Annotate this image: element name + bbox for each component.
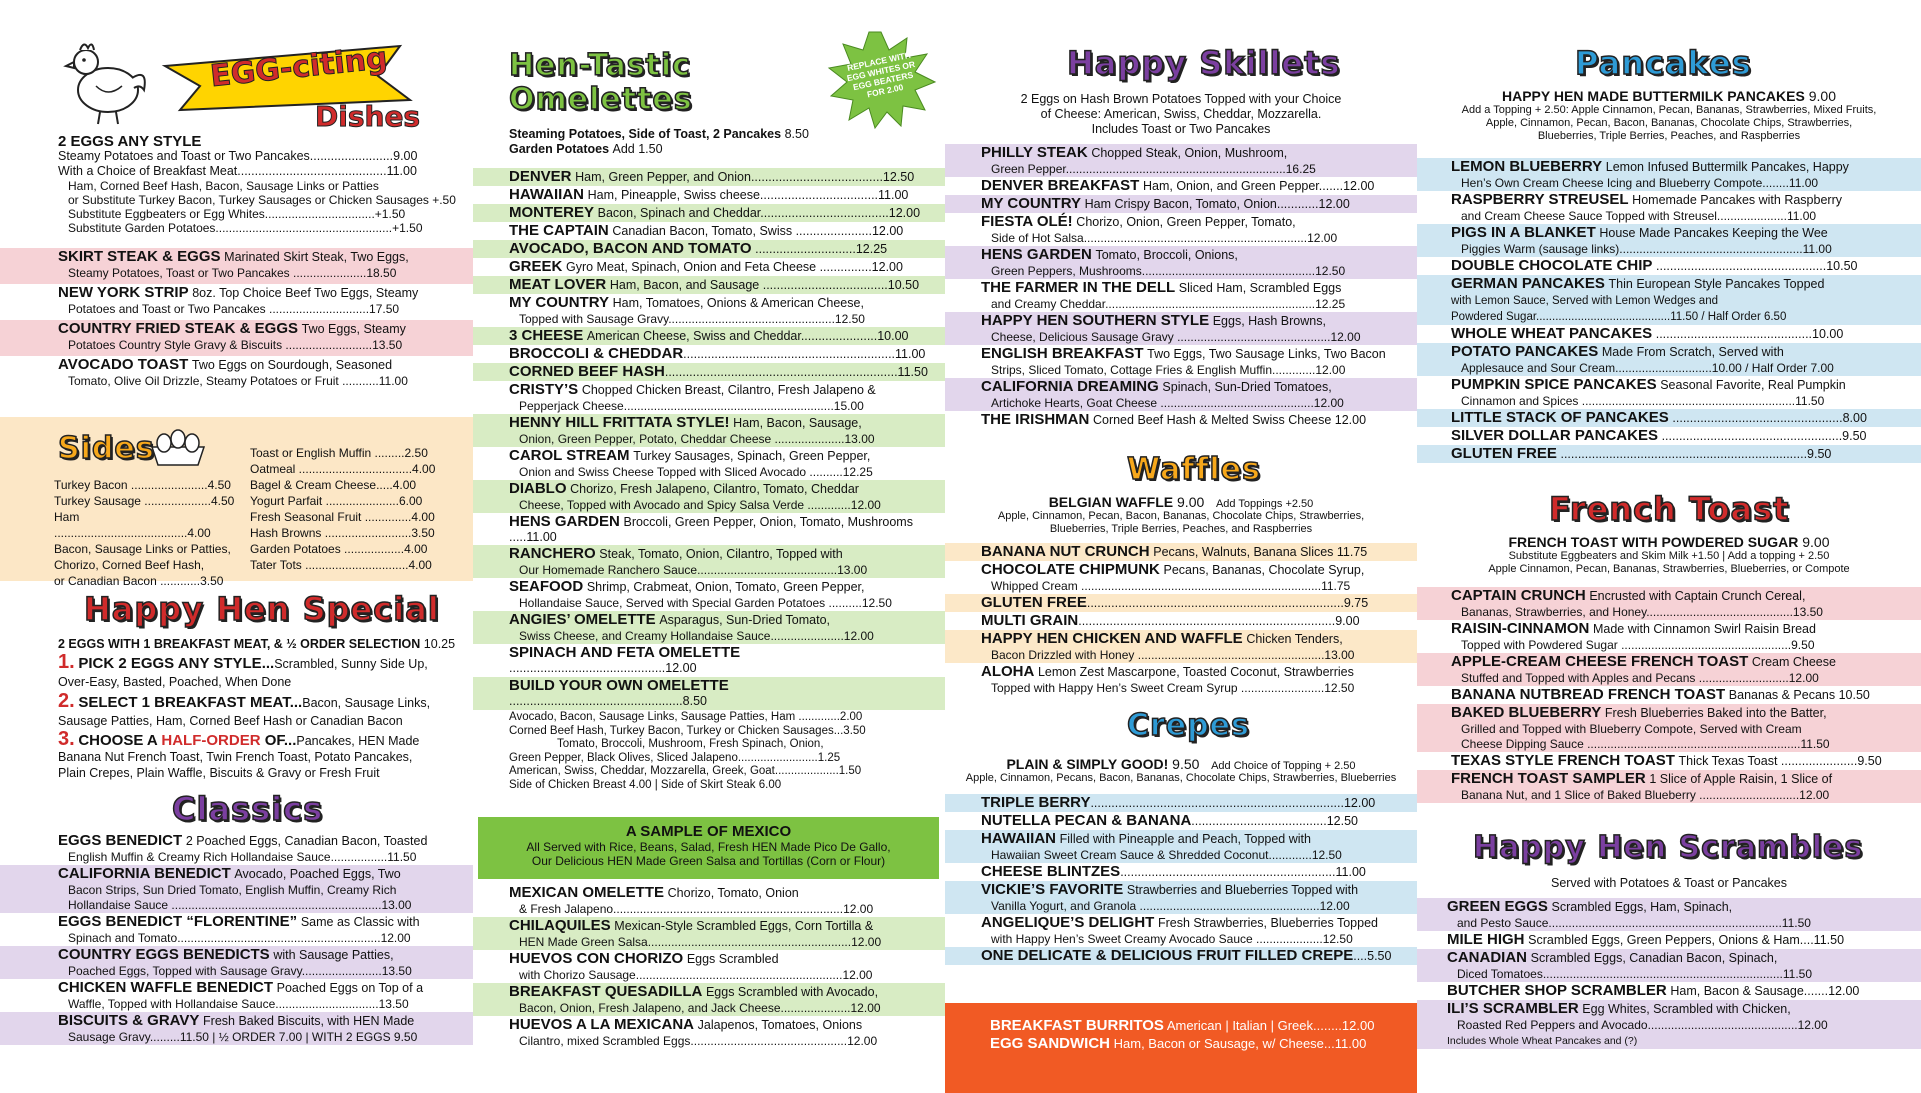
scrambles-title: Happy Hen Scrambles (1473, 830, 1864, 865)
menu-item: CRISTY’S Chopped Chicken Breast, Cilantro, Fresh Jalapeno & Pepperjack Cheese...............................................................15.00 (509, 381, 876, 413)
mexico-banner (478, 817, 939, 879)
menu-item: GLUTEN FREE..........................................................................9.75 (945, 594, 1417, 612)
menu-item: AVOCADO, BACON AND TOMATO .............................12.25 (473, 240, 945, 258)
burrito-desc: American | Italian | Greek........12.00 (1166, 1018, 1375, 1033)
pancakes-list (1417, 158, 1921, 463)
column-3 (945, 0, 1417, 1093)
crepe-add: Add Choice of Topping + 2.50 (1211, 760, 1356, 772)
waffle-add: Add Toppings +2.50 (1215, 498, 1314, 510)
menu-item: CALIFORNIA BENEDICT Avocado, Poached Eggs, Two Bacon Strips, Sun Dried Tomato, English Muffin, Creamy Rich Hollandaise Sauce ...............................................................13.00 (0, 865, 473, 913)
logo-dishes: Dishes (315, 100, 421, 133)
menu-item: EGGS BENEDICT “FLORENTINE” Same as Classic with Spinach and Tomato.............................................................12.00 (58, 913, 420, 945)
menu-item: GLUTEN FREE .......................................................................9.50 (1417, 445, 1921, 463)
menu-item: GERMAN PANCAKES Thin European Style Pancakes Topped with Lemon Sauce, Served with Lemon Wedges and Powdered Sugar..........................................11.50 / Half Order 6.50 (1417, 275, 1921, 325)
menu-item: DENVER BREAKFAST Ham, Onion, and Green Pepper.......12.00 (981, 177, 1375, 194)
menu-item: CALIFORNIA DREAMING Spinach, Sun-Dried Tomatoes, Artichoke Hearts, Goat Cheese ..............................................12.00 (945, 378, 1417, 411)
menu-item: BAKED BLUEBERRY Fresh Blueberries Baked into the Batter, Grilled and Topped with Blueberry Compote, Served with Cream Cheese Dipping Sauce ................................................................11.50 (1417, 704, 1921, 752)
build-options: Avocado, Bacon, Sausage Links, Sausage Patties, Ham .............2.00 Corned Beef Hash, Turkey Bacon, Turkey or Chicken Sausages...3.50 Tomato, Broccoli, Mushroom, Fresh Spinach, Onion, Green Pepper, Black Olives, Sliced Jalapeno.........................1.25 American, Swiss, Cheddar, Mozzarella, Greek, Goat....................1.50 Side of Chicken Breast 4.00 | Side of Skirt Steak 6.00 (509, 711, 866, 791)
special-subtitle: 2 EGGS WITH 1 BREAKFAST MEAT, & ½ ORDER SELECTION (58, 637, 421, 651)
menu-item: THE IRISHMAN Corned Beef Hash & Melted Swiss Cheese 12.00 (981, 411, 1367, 428)
menu-item: MEAT LOVER Ham, Bacon, and Sausage ....................................10.50 (473, 276, 945, 294)
menu-item: FIESTA OLÉ! Chorizo, Onion, Green Pepper, Tomato, Side of Hot Salsa...................................................................12.00 (981, 213, 1338, 245)
menu-item: FRENCH TOAST SAMPLER 1 Slice of Apple Raisin, 1 Slice of Banana Nut, and 1 Slice of Baked Blueberry ..............................12.00 (1417, 770, 1921, 803)
column-2 (473, 0, 945, 1093)
menu-item: CAROL STREAM Turkey Sausages, Spinach, Green Pepper, Onion and Swiss Cheese Topped with Sliced Avocado ..........12.25 (509, 447, 873, 479)
menu-item: BUTCHER SHOP SCRAMBLER Ham, Bacon & Sausage.......12.00 (1447, 982, 1860, 999)
crepe-head-price: 9.50 (1172, 756, 1200, 772)
menu-item: ONE DELICATE & DELICIOUS FRUIT FILLED CREPE....5.50 (945, 947, 1417, 965)
intro-text: Steaming Potatoes, Side of Toast, 2 Pancakes (509, 127, 782, 141)
crepe-intro: PLAIN & SIMPLY GOOD! 9.50 Add Choice of Topping + 2.50 Apple, Cinnamon, Pecans, Bacon, Bananas, Chocolate Chips, Strawberries, Blueberries (965, 756, 1397, 784)
menu-item: RAISIN-CINNAMON Made with Cinnamon Swirl Raisin Bread Topped with Powdered Sugar ...................................................9.50 (1451, 620, 1816, 652)
two-eggs-line: Substitute Garden Potatoes.....................................................+1.50 (68, 221, 423, 235)
side-item: Turkey Bacon .......................4.50 (54, 478, 231, 492)
menu-item: 3 CHEESE American Cheese, Swiss and Cheddar......................10.00 (473, 327, 945, 345)
special-step: 2. SELECT 1 BREAKFAST MEAT...Bacon, Sausage Links, Sausage Patties, Ham, Corned Beef Hash or Canadian Bacon (58, 690, 431, 728)
special-price: 10.25 (423, 637, 456, 651)
menu-item: BROCCOLI & CHEDDAR.............................................................11.00 (509, 345, 926, 362)
skillets-intro: 2 Eggs on Hash Brown Potatoes Topped with your Choice of Cheese: American, Swiss, Cheddar, Mozzarella. Includes Toast or Two Pancakes (1020, 92, 1342, 136)
menu-item: GREEN EGGS Scrambled Eggs, Ham, Spinach, and Pesto Sauce......................................................................11.50 (1417, 898, 1921, 931)
menu-item: PUMPKIN SPICE PANCAKES Seasonal Favorite, Real Pumpkin Cinnamon and Spices ................................................................11.50 (1451, 376, 1846, 408)
menu-item: TEXAS STYLE FRENCH TOAST Thick Texas Toast ......................9.50 (1451, 752, 1882, 769)
menu-item: WHOLE WHEAT PANCAKES .............................................10.00 (1451, 325, 1844, 342)
menu-item: HAPPY HEN CHICKEN AND WAFFLE Chicken Tenders, Bacon Drizzled with Honey ........................................................13.00 (945, 630, 1417, 663)
waffle-head-price: 9.00 (1177, 494, 1205, 510)
two-eggs-line: Ham, Corned Beef Hash, Bacon, Sausage Links or Patties (68, 179, 379, 193)
sandwich-name: EGG SANDWICH (990, 1035, 1110, 1052)
two-eggs-line: Steamy Potatoes and Toast or Two Pancakes........................9.00 (58, 149, 418, 163)
special-step: 1. PICK 2 EGGS ANY STYLE...Scrambled, Sunny Side Up, Over-Easy, Basted, Poached, When Done (58, 651, 428, 689)
side-item: Garden Potatoes ..................4.00 (250, 542, 428, 556)
menu-item: BREAKFAST QUESADILLA Eggs Scrambled with Avocado, Bacon, Onion, Fresh Jalapeno, and Jack Cheese.....................12.00 (473, 983, 945, 1016)
burrito-box (945, 1003, 1417, 1093)
menu-item: CHICKEN WAFFLE BENEDICT Poached Eggs on Top of a Waffle, Topped with Hollandaise Sauce...............................13.50 (58, 979, 424, 1011)
pancakes-title: Pancakes (1575, 44, 1752, 82)
menu-item: BUILD YOUR OWN OMELETTE ..................................................8.50 (473, 677, 945, 710)
two-eggs-line: Substitute Eggbeaters or Egg Whites.................................+1.50 (68, 207, 406, 221)
menu-item: APPLE-CREAM CHEESE FRENCH TOAST Cream Cheese Stuffed and Topped with Apples and Pecans ...........................12.00 (1417, 653, 1921, 686)
menu-item: ALOHA Lemon Zest Mascarpone, Toasted Coconut, Strawberries Topped with Happy Hen’s Sweet Cream Syrup .........................12.50 (981, 663, 1355, 695)
french-toast-title: French Toast (1549, 490, 1790, 528)
side-item: Chorizo, Corned Beef Hash, (54, 558, 205, 572)
menu-item: COUNTRY EGGS BENEDICTS with Sausage Patties, Poached Eggs, Topped with Sausage Gravy........................13.50 (0, 946, 473, 979)
menu-item: SKIRT STEAK & EGGS Marinated Skirt Steak, Two Eggs, Steamy Potatoes, Toast or Two Pancakes ......................18.50 (0, 248, 473, 284)
ft-head-price: 9.00 (1802, 534, 1830, 550)
side-item: Yogurt Parfait ......................6.00 (250, 494, 423, 508)
menu-item: DENVER Ham, Green Pepper, and Onion......................................12.50 (473, 168, 945, 186)
menu-item: ANGIES’ OMELETTE Asparagus, Sun-Dried Tomato, Swiss Cheese, and Creamy Hollandaise Sauce......................12.00 (473, 611, 945, 644)
menu-item: THE CAPTAIN Canadian Bacon, Tomato, Swiss ......................12.00 (509, 222, 904, 239)
crepes-title: Crepes (1127, 708, 1250, 743)
menu-item: TRIPLE BERRY.........................................................................12.00 (945, 794, 1417, 812)
menu-item: HUEVOS A LA MEXICANA Jalapenos, Tomatoes, Onions Cilantro, mixed Scrambled Eggs...............................................12.00 (509, 1016, 878, 1048)
menu-item: MILE HIGH Scrambled Eggs, Green Peppers, Onions & Ham....11.50 (1447, 931, 1845, 948)
chicken-logo-icon (60, 38, 150, 128)
french-toast-list (1417, 587, 1921, 803)
crepe-head: PLAIN & SIMPLY GOOD! (1006, 756, 1169, 772)
menu-item: RASPBERRY STREUSEL Homemade Pancakes with Raspberry and Cream Cheese Sauce Topped with Streusel.....................11.00 (1451, 191, 1842, 223)
sides-title: Sides (58, 431, 155, 466)
mexico-title: A SAMPLE OF MEXICO (625, 823, 792, 840)
menu-item: ENGLISH BREAKFAST Two Eggs, Two Sausage Links, Two Bacon Strips, Sliced Tomato, Cottage Fries & English Muffin.............12.00 (981, 345, 1386, 377)
menu-item: HENS GARDEN Broccoli, Green Pepper, Onion, Tomato, Mushrooms .....11.00 (509, 513, 913, 544)
menu-item: PHILLY STEAK Chopped Steak, Onion, Mushroom, Green Pepper..................................................................16.25 (945, 144, 1417, 177)
skillets-title: Happy Skillets (1067, 44, 1341, 82)
menu-item: HENNY HILL FRITTATA STYLE! Ham, Bacon, Sausage, Onion, Green Pepper, Potato, Cheddar Cheese .....................13.00 (473, 414, 945, 447)
menu-item: EGGS BENEDICT 2 Poached Eggs, Canadian Bacon, Toasted English Muffin & Creamy Rich Hollandaise Sauce.................11.50 (58, 832, 428, 864)
steak-items (0, 248, 473, 392)
side-item: Toast or English Muffin .........2.50 (250, 446, 428, 460)
column-4 (1417, 0, 1921, 1093)
ft-head: FRENCH TOAST WITH POWDERED SUGAR (1508, 534, 1799, 550)
special-step: 3. CHOOSE A HALF-ORDER OF...Pancakes, HEN Made Banana Nut French Toast, Twin French Toast, Potato Pancakes, Plain Crepes, Plain Waffle, Biscuits & Gravy or Fresh Fruit (58, 728, 420, 780)
two-eggs-line: With a Choice of Breakfast Meat...........................................11.00 (58, 164, 417, 178)
menu-item: RANCHERO Steak, Tomato, Onion, Cilantro, Topped with Our Homemade Ranchero Sauce..........................................13.00 (473, 545, 945, 578)
eggs-carton-icon (148, 425, 208, 469)
menu-item: VICKIE’S FAVORITE Strawberries and Blueberries Topped with Vanilla Yogurt, and Granola ......................................................12.00 (945, 881, 1417, 914)
omelette-intro (473, 126, 945, 158)
omelette-list (473, 168, 945, 793)
menu-item: AVOCADO TOAST Two Eggs on Sourdough, Seasoned Tomato, Olive Oil Drizzle, Steamy Potatoes or Fruit ...........11.00 (58, 356, 408, 388)
menu-item: MONTEREY Bacon, Spinach and Cheddar.....................................12.00 (473, 204, 945, 222)
menu-item: CHOCOLATE CHIPMUNK Pecans, Bananas, Chocolate Syrup, Whipped Cream ........................................................................11.75 (981, 561, 1365, 593)
menu-item: BANANA NUTBREAD FRENCH TOAST Bananas & Pecans 10.50 (1451, 686, 1870, 703)
menu-item: MY COUNTRY Ham, Tomatoes, Onions & American Cheese, Topped with Sausage Gravy..................................................12.50 (509, 294, 865, 326)
mexico-line: All Served with Rice, Beans, Salad, Fresh HEN Made Pico De Gallo, (526, 840, 891, 854)
waffles-title: Waffles (1127, 452, 1261, 487)
omelettes-title-1: Hen-Tastic (509, 48, 691, 83)
menu-item: HUEVOS CON CHORIZO Eggs Scrambled with Chorizo Sausage..............................................................12.00 (509, 950, 873, 982)
menu-item: HAPPY HEN SOUTHERN STYLE Eggs, Hash Browns, Cheese, Delicious Sausage Gravy ..............................................12.00 (945, 312, 1417, 345)
starburst-text: REPLACE WITH EGG WHITES OR EGG BEATERS FOR 2.00 (845, 49, 916, 100)
side-item: Turkey Sausage ....................4.50 (54, 494, 235, 508)
side-item: or Canadian Bacon ............3.50 (54, 574, 224, 588)
menu-item: MEXICAN OMELETTE Chorizo, Tomato, Onion & Fresh Jalapeno.....................................................................12.00 (509, 884, 874, 916)
menu-item: NUTELLA PECAN & BANANA.......................................12.50 (981, 812, 1359, 829)
classics-title: Classics (172, 790, 324, 828)
menu-item: SPINACH AND FETA OMELETTE .............................................12.00 (509, 644, 741, 675)
sides-right-list (250, 445, 450, 573)
burrito-name: BREAKFAST BURRITOS (990, 1017, 1164, 1034)
side-item: Tater Tots ...............................4.00 (250, 558, 432, 572)
side-item: Bacon, Sausage Links or Patties, (54, 542, 231, 556)
menu-item: THE FARMER IN THE DELL Sliced Ham, Scrambled Eggs and Creamy Cheddar...............................................................12.25 (981, 279, 1346, 311)
menu-item: LEMON BLUEBERRY Lemon Infused Buttermilk Pancakes, Happy Hen’s Own Cream Cheese Icing and Blueberry Compote........11.00 (1417, 158, 1921, 191)
menu-item: NEW YORK STRIP 8oz. Top Choice Beef Two Eggs, Steamy Potatoes and Toast or Two Pancakes ..............................17.50 (58, 284, 419, 316)
menu-item: HENS GARDEN Tomato, Broccoli, Onions, Green Peppers, Mushrooms....................................................12.50 (945, 246, 1417, 279)
side-item: Bagel & Cream Cheese.....4.00 (250, 478, 417, 492)
sides-left-list (54, 477, 239, 589)
menu-item: BANANA NUT CRUNCH Pecans, Walnuts, Banana Slices 11.75 (945, 543, 1417, 561)
menu-item: ILI’S SCRAMBLER Egg Whites, Scrambled with Chicken, Roasted Red Peppers and Avocado.............................................12.00 Includes Whole Wheat Pancakes and (?) (1417, 1000, 1921, 1049)
menu-item: DIABLO Chorizo, Fresh Jalapeno, Cilantro, Tomato, Cheddar Cheese, Topped with Avocado and Spicy Salsa Verde .............12.00 (473, 480, 945, 513)
pancake-head: HAPPY HEN MADE BUTTERMILK PANCAKES (1502, 88, 1805, 104)
menu-item: SEAFOOD Shrimp, Crabmeat, Onion, Tomato, Green Pepper, Hollandaise Sauce, Served with Special Garden Potatoes ..........12.50 (509, 578, 892, 610)
side-item: Hash Browns ..........................3.50 (250, 526, 435, 540)
menu-item: CORNED BEEF HASH...................................................................11.50 (473, 363, 945, 381)
skillets-list (945, 144, 1417, 429)
menu-item: SILVER DOLLAR PANCAKES ....................................................9.50 (1451, 427, 1867, 444)
menu-item: HAWAIIAN Ham, Pineapple, Swiss cheese..................................11.00 (509, 186, 909, 203)
two-eggs-line: or Substitute Turkey Bacon, Turkey Sausages or Chicken Sausages +.50 (68, 193, 456, 207)
menu-item: CANADIAN Scrambled Eggs, Canadian Bacon, Spinach, Diced Tomatoes........................................................................11.50 (1417, 949, 1921, 982)
waffle-head: BELGIAN WAFFLE (1048, 494, 1174, 510)
menu-item: COUNTRY FRIED STEAK & EGGS Two Eggs, Steamy Potatoes Country Style Gravy & Biscuits ..........................13.50 (0, 320, 473, 356)
menu-item: CHEESE BLINTZES..............................................................11.00 (981, 863, 1366, 880)
sides-box (0, 417, 473, 588)
menu-item: DOUBLE CHOCOLATE CHIP .................................................10.50 (1451, 257, 1858, 274)
column-1 (0, 0, 473, 1093)
menu-item: MULTI GRAIN..........................................................................9.00 (981, 612, 1360, 629)
pancake-intro: HAPPY HEN MADE BUTTERMILK PANCAKES 9.00 Add a Topping + 2.50: Apple Cinnamon, Pecan, Bananas, Strawberries, Mixed Fruits, Apple, Cinnamon, Pecan, Bacon, Bananas, Chocolate Chips, Strawberries, Blueberries, Triple Berries, Peaches, and Raspberries (1461, 88, 1877, 142)
menu-item: LITTLE STACK OF PANCAKES .................................................8.00 (1417, 409, 1921, 427)
side-item: Oatmeal ..................................4.00 (250, 462, 436, 476)
two-eggs-title: 2 EGGS ANY STYLE (58, 133, 202, 150)
special-title: Happy Hen Special (84, 590, 440, 628)
pancake-head-price: 9.00 (1808, 88, 1836, 104)
intro-price: 8.50 (784, 127, 809, 141)
special-section (0, 636, 473, 782)
waffles-list (945, 543, 1417, 696)
menu-item: CAPTAIN CRUNCH Encrusted with Captain Crunch Cereal, Bananas, Strawberries, and Honey............................................13.50 (1417, 587, 1921, 620)
menu-item: PIGS IN A BLANKET House Made Pancakes Keeping the Wee Piggies Warm (sausage links).......................................................11.00 (1417, 224, 1921, 257)
side-item: Fresh Seasonal Fruit ..............4.00 (250, 510, 435, 524)
scrambles-intro: Served with Potatoes & Toast or Pancakes (1550, 876, 1787, 890)
two-eggs-section (0, 134, 473, 236)
menu-item: MY COUNTRY Ham Crispy Bacon, Tomato, Onion............12.00 (945, 195, 1417, 213)
waffle-intro: BELGIAN WAFFLE 9.00 Add Toppings +2.50 Apple, Cinnamon, Pecan, Bacon, Bananas, Chocolate Chips, Strawberries, Blueberries, Triple Berries, Peaches, and Raspberries (997, 494, 1365, 535)
french-toast-intro: FRENCH TOAST WITH POWDERED SUGAR 9.00 Substitute Eggbeaters and Skim Milk +1.50 | Add a topping + 2.50 Apple Cinnamon, Pecan, Bananas, Strawberries, Blueberries, or Compote (1488, 534, 1850, 575)
crepes-list (945, 794, 1417, 965)
mexico-line: Our Delicious HEN Made Green Salsa and Tortillas (Corn or Flour) (531, 854, 886, 868)
omelettes-title-2: Omelettes (509, 82, 693, 117)
menu-item: CHILAQUILES Mexican-Style Scrambled Eggs, Corn Tortilla & HEN Made Green Salsa.............................................................12.00 (473, 917, 945, 950)
menu-item: GREEK Gyro Meat, Spinach, Onion and Feta Cheese ...............12.00 (509, 258, 903, 275)
classics-list (0, 832, 473, 1045)
menu-item: POTATO PANCAKES Made From Scratch, Served with Applesauce and Sour Cream.............................10.00 / Half Order 7.00 (1417, 343, 1921, 376)
mexico-list (473, 884, 945, 1049)
intro-price: Add 1.50 (612, 142, 663, 156)
menu-item: ANGELIQUE’S DELIGHT Fresh Strawberries, Blueberries Topped with Happy Hen’s Sweet Creamy Avocado Sauce ....................12.50 (981, 914, 1378, 946)
menu-item: BISCUITS & GRAVY Fresh Baked Biscuits, with HEN Made Sausage Gravy.........11.50 | ½ ORDER 7.00 | WITH 2 EGGS 9.50 (0, 1012, 473, 1045)
scrambles-list (1417, 898, 1921, 1049)
menu-item: HAWAIIAN Filled with Pineapple and Peach, Topped with Hawaiian Sweet Cream Sauce & Shredded Coconut.............12.50 (945, 830, 1417, 863)
intro-text: Garden Potatoes (509, 142, 610, 156)
sandwich-desc: Ham, Bacon or Sausage, w/ Cheese...11.00 (1113, 1036, 1367, 1051)
side-item: Ham ........................................4.00 (54, 510, 211, 540)
logo-egg-citing: EGG-citing (208, 40, 390, 95)
